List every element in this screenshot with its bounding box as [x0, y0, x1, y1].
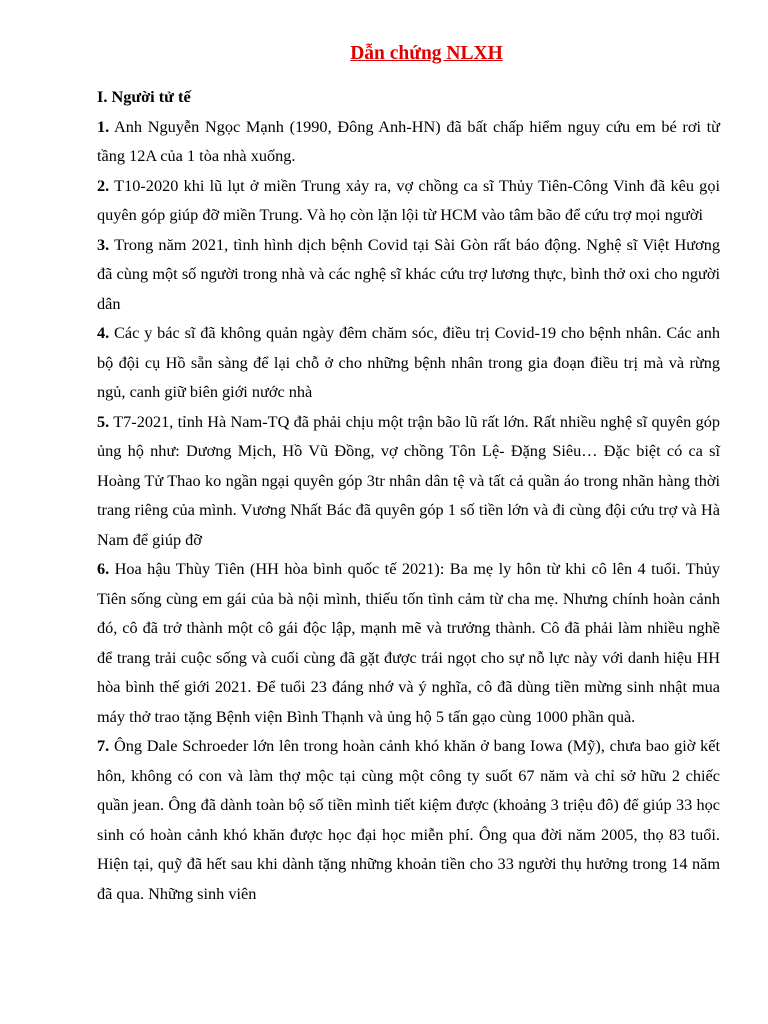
list-item-4 — [97, 318, 720, 407]
item-number: 2. — [97, 175, 110, 195]
item-text: Các y bác sĩ đã không quản ngày đêm chăm sóc, điều trị Covid-19 cho bệnh nhân. Các anh bộ đội cụ Hồ sẵn sàng để lại chỗ ở cho những bệnh nhân trong gia đoạn điều trị mà và rừng ngủ, canh giữ biên giới nước nhà — [97, 323, 720, 401]
list-item-3 — [97, 230, 720, 319]
document-title: Dẫn chứng NLXH — [350, 43, 503, 64]
item-number: 4. — [97, 323, 110, 342]
item-number: 6. — [97, 559, 110, 578]
item-number: 5. — [97, 411, 110, 431]
item-text: Trong năm 2021, tình hình dịch bệnh Covid tại Sài Gòn rất báo động. Nghệ sĩ Việt Hương đã cùng một số người trong nhà và các nghệ sĩ khác cứu trợ lương thực, bình thở oxi cho người dân — [97, 234, 720, 313]
item-text: Anh Nguyễn Ngọc Mạnh (1990, Đông Anh-HN) đã bất chấp hiểm nguy cứu em bé rơi từ tầng 12A của 1 tòa nhà xuống. — [97, 116, 720, 165]
list-item-2 — [97, 171, 720, 230]
list-item-6 — [97, 554, 720, 731]
list-item-7 — [97, 731, 720, 908]
item-text: Hoa hậu Thùy Tiên (HH hòa bình quốc tế 2021): Ba mẹ ly hôn từ khi cô lên 4 tuổi. Thủy Tiên sống cùng em gái của bà nội mình, thiếu tốn tình cảm từ cha mẹ. Nhưng chính hoàn cảnh đó, cô đã trở thành một cô gái độc lập, mạnh mẽ và trưởng thành. Cô đã phải làm nhiều nghề để trang trải cuộc sống và cuối cùng đã gặt được trái ngọt cho sự nỗ lực này với danh hiệu HH hòa bình thế giới 2021. Để tuổi 23 đáng nhớ và ý nghĩa, cô đã dùng tiền mừng sinh nhật mua máy thở trao tặng Bệnh viện Bình Thạnh và ủng hộ 5 tấn gạo cùng 1000 phần quà. — [97, 559, 720, 726]
list-item-1 — [97, 112, 720, 171]
item-number: 1. — [97, 116, 110, 136]
item-text: T10-2020 khi lũ lụt ở miền Trung xảy ra, vợ chồng ca sĩ Thủy Tiên-Công Vinh đã kêu gọi quyên góp giúp đỡ miền Trung. Và họ còn lặn lội từ HCM vào tâm bão để cứu trợ mọi người — [97, 175, 720, 224]
item-list — [97, 112, 720, 909]
item-number: 3. — [97, 234, 110, 254]
item-text: T7-2021, tỉnh Hà Nam-TQ đã phải chịu một trận bão lũ rất lớn. Rất nhiều nghệ sĩ quyên góp ủng hộ như: Dương Mịch, Hồ Vũ Đồng, vợ chồng Tôn Lệ- Đặng Siêu… Đặc biệt có ca sĩ Hoàng Tử Thao ko ngần ngại quyên góp 3tr nhân dân tệ và tất cả quần áo trong nhãn hàng thời trang riêng của mình. Vương Nhất Bác đã quyên góp 1 số tiền lớn và đi cùng đội cứu trợ và Hà Nam để giúp đỡ — [97, 411, 720, 549]
item-number: 7. — [97, 736, 110, 755]
section-heading: I. Người tử tế — [97, 87, 191, 106]
item-text: Ông Dale Schroeder lớn lên trong hoàn cảnh khó khăn ở bang Iowa (Mỹ), chưa bao giờ kết hôn, không có con và làm thợ mộc tại cùng một công ty suốt 67 năm và chỉ sở hữu 2 chiếc quần jean. Ông đã dành toàn bộ số tiền mình tiết kiệm được (khoảng 3 triệu đô) để giúp 33 học sinh có hoàn cảnh khó khăn được học đại học miễn phí. Ông qua đời năm 2005, thọ 83 tuổi. Hiện tại, quỹ đã hết sau khi dành tặng những khoản tiền cho 33 người thụ hưởng trong 14 năm đã qua. Những sinh viên — [97, 736, 720, 903]
list-item-5 — [97, 407, 720, 555]
